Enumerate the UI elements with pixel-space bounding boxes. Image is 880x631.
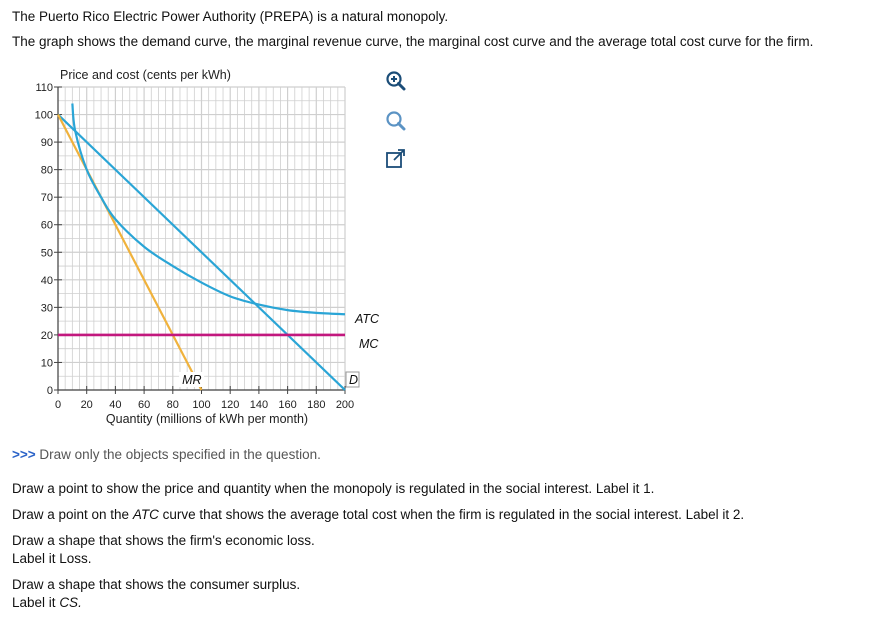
x-axis-title: Quantity (millions of kWh per month) — [105, 412, 309, 426]
y-tick-label: 10 — [40, 357, 53, 370]
question-2: Draw a point on the ATC curve that shows the average total cost when the firm is regulated in the social interest. Label it 2. — [12, 507, 745, 522]
question-1: Draw a point to show the price and quantity when the monopoly is regulated in the social interest. Label it 1. — [12, 481, 655, 496]
x-tick-label: 160 — [278, 399, 297, 411]
y-tick-label: 110 — [35, 82, 53, 94]
open-external-button[interactable] — [383, 146, 409, 172]
y-tick-label: 60 — [40, 219, 53, 232]
y-axis-title: Price and cost (cents per kWh) — [60, 68, 231, 82]
label-atc: ATC — [355, 311, 380, 326]
zoom-in-icon — [383, 68, 409, 94]
x-tick-label: 100 — [192, 399, 211, 411]
y-tick-label: 100 — [34, 109, 53, 122]
x-tick-label: 140 — [249, 399, 269, 411]
zoom-in-button[interactable] — [383, 68, 409, 94]
y-tick-label: 30 — [40, 302, 53, 315]
x-tick-label: 20 — [80, 399, 93, 411]
label-mr: MR — [182, 373, 202, 387]
chart-grid — [58, 87, 345, 390]
y-tick-label: 50 — [40, 247, 53, 260]
question-3: Draw a shape that shows the firm's economic loss. Label it Loss. — [12, 533, 315, 566]
label-mc: MC — [359, 336, 379, 351]
chart[interactable] — [0, 60, 420, 440]
chart-labels — [179, 312, 380, 387]
zoom-out-button[interactable] — [383, 108, 409, 134]
instructions-hint: >>> Draw only the objects specified in the question. — [12, 447, 321, 462]
y-tick-label: 70 — [40, 192, 53, 205]
y-tick-label: 40 — [40, 274, 53, 287]
x-tick-label: 40 — [109, 399, 122, 411]
x-tick-label: 60 — [137, 399, 151, 411]
zoom-out-icon — [383, 108, 409, 134]
x-tick-label: 180 — [307, 399, 326, 411]
x-tick-label: 200 — [335, 399, 355, 411]
intro-line-1: The Puerto Rico Electric Power Authority (PREPA) is a natural monopoly. — [12, 9, 449, 24]
x-tick-label: 0 — [54, 399, 62, 411]
x-tick-label: 80 — [166, 399, 179, 411]
intro-line-2: The graph shows the demand curve, the marginal revenue curve, the marginal cost curve and the average total cost curve for the firm. — [12, 34, 814, 49]
y-tick-label: 80 — [40, 164, 53, 177]
y-tick-label: 20 — [40, 329, 53, 342]
y-tick-label: 0 — [46, 385, 53, 397]
question-4: Draw a shape that shows the consumer surplus. Label it CS. — [12, 577, 301, 610]
instructions — [12, 446, 872, 612]
label-d: D — [349, 373, 359, 387]
external-link-icon — [383, 146, 409, 172]
y-tick-label: 90 — [40, 137, 53, 150]
x-tick-label: 120 — [221, 399, 240, 411]
